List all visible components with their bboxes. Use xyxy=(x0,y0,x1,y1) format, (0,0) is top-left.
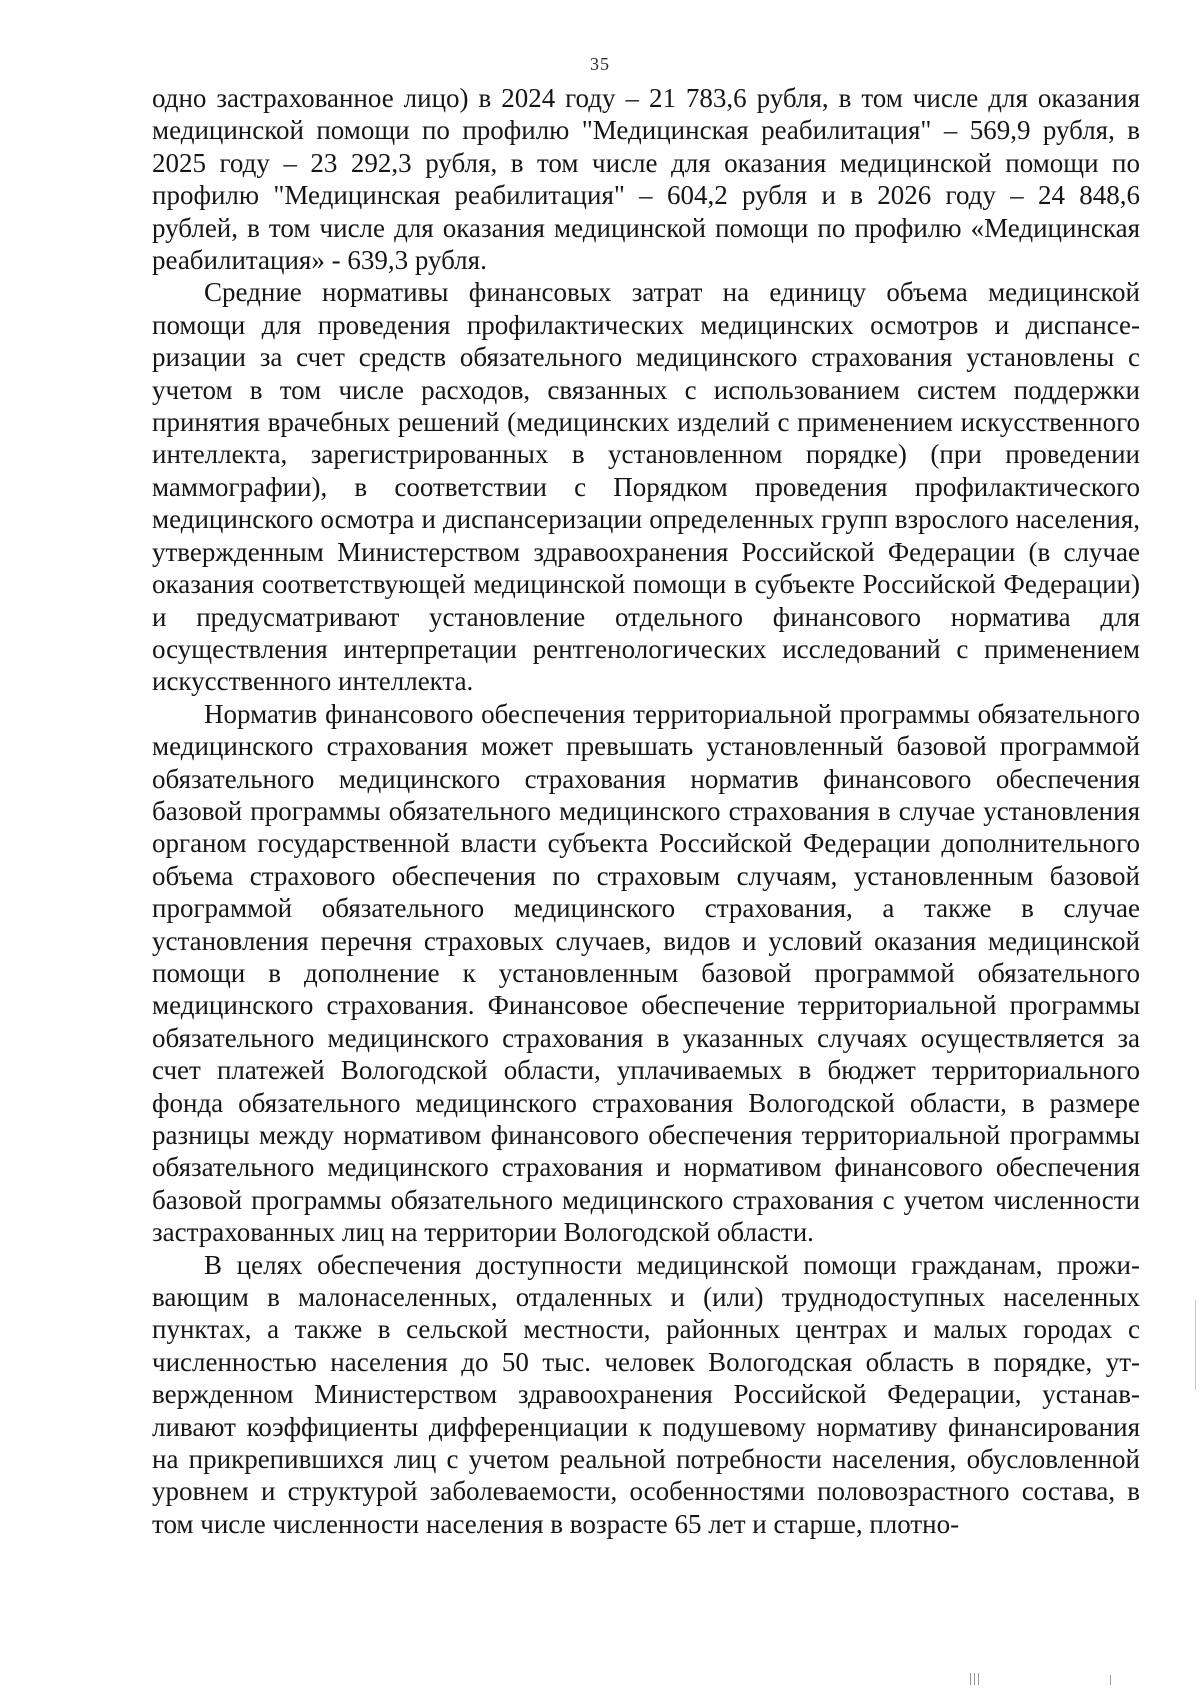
paragraph-preventive-exams-standards: Средние нормативы финансовых затрат на единицу объема медицинской помощи для проведения профилактических медицинских осмотров и диспансеризации за счет средств обязательного медицинского страхования установлены с учетом в том числе расходов, связанных с использованием систем поддержки принятия врачебных решений (медицинских изделий с применением искусственного интеллекта, зарегистрированных в установленном порядке) (при проведении маммографии), в соответствии с Порядком проведения профилактического медицинского осмотра и диспансеризации определенных групп взрослого населения, утвержденным Министерством здравоохранения Российской Федерации (в случае оказания соответствующей медицинской помощи в субъекте Российской Федерации) и предусматривают установление отдельного финансового норматива для осуществления интерпретации рентгенологических исследований с применением искусственного интеллекта. xyxy=(152,277,1140,697)
page-number: 35 xyxy=(590,54,610,74)
document-body xyxy=(152,82,1140,1540)
paragraph-differentiation-coefficients: В целях обеспечения доступности медицинской помощи гражданам, проживающим в малонаселенных, отдаленных и (или) труднодоступных населенных пунктах, а также в сельской местности, районных центрах и малых городах с численностью населения до 50 тыс. человек Вологодская область в порядке, утвержденном Министерством здравоохранения Российской Федерации, устанавливают коэффициенты дифференциации к подушевому нормативу финансирования на прикрепившихся лиц с учетом реальной потребности населения, обусловленной уровнем и структурой заболеваемости, особенностями половозрастного состава, в том числе численности населения в возрасте 65 лет и старше, плотно- xyxy=(152,1249,1140,1539)
paragraph-territorial-program-standard: Норматив финансового обеспечения территориальной программы обязательного медицинского страхования может превышать установленный базовой программой обязательного медицинского страхования норматив финансового обеспечения базовой программы обязательного медицинского страхования в случае установления органом государственной власти субъекта Российской Федерации дополнительного объема страхового обеспечения по страховым случаям, установленным базовой программой обязательного медицинского страхования, а также в случае установления перечня страховых случаев, видов и условий оказания медицинской помощи в дополнение к установленным базовой программой обязательного медицинского страхования. Финансовое обеспечение территориальной программы обязательного медицинского страхования в указанных случаях осуществляется за счет платежей Вологодской области, уплачиваемых в бюджет территориального фонда обязательного медицинского страхования Вологодской области, в размере разницы между нормативом финансового обеспечения территориальной программы обязательного медицинского страхования и нормативом финансового обеспечения базовой программы обязательного медицинского страхования с учетом численности застрахованных лиц на территории Вологодской области. xyxy=(152,698,1140,1248)
scan-edge-mark xyxy=(1195,1300,1196,1390)
paragraph-rehabilitation-costs: одно застрахованное лицо) в 2024 году – 21 783,6 рубля, в том числе для оказания медицинской помощи по профилю "Медицинская реабилитация" – 569,9 рубля, в 2025 году – 23 292,3 рубля, в том числе для оказания медицинской помощи по профилю "Медицинская реабилитация" – 604,2 рубля и в 2026 году – 24 848,6 рублей, в том числе для оказания медицинской помощи по профилю «Медицинская реабилитация» - 639,3 рубля. xyxy=(152,83,1140,276)
scan-bottom-marks xyxy=(970,1669,1120,1685)
